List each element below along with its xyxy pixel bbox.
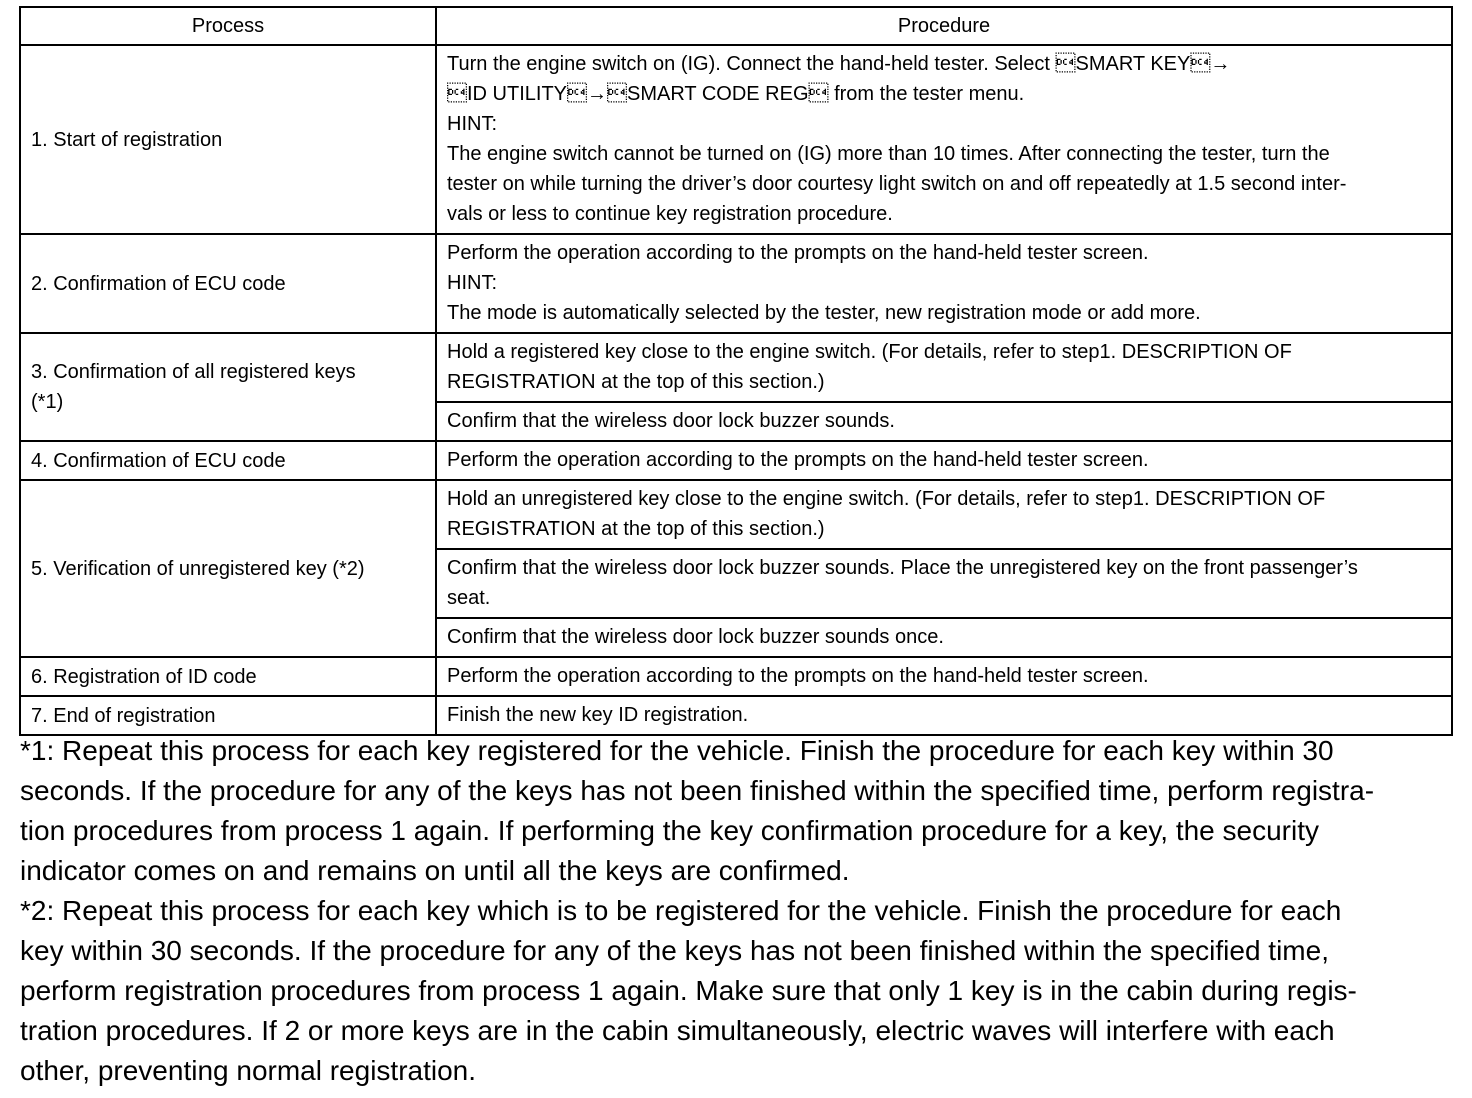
procedure-cell — [436, 696, 1452, 735]
procedure-line: Hold a registered key close to the engine switch. (For details, refer to step1. DESCRIPTION OF — [447, 341, 1292, 363]
procedure-line: Perform the operation according to the prompts on the hand-held tester screen. — [447, 242, 1149, 264]
table-row — [20, 657, 1452, 696]
registration-procedure-table — [19, 6, 1453, 736]
procedure-line: Confirm that the wireless door lock buzzer sounds. Place the unregistered key on the front passenger’s — [447, 557, 1358, 579]
process-cell: 5. Verification of unregistered key (*2) — [20, 480, 436, 657]
process-cell — [20, 333, 436, 441]
footnote-line: other, preventing normal registration. — [20, 1055, 477, 1086]
table-row — [20, 333, 1452, 402]
procedure-cell — [436, 45, 1452, 234]
footnote-1 — [20, 731, 1452, 891]
header-procedure: Procedure — [436, 7, 1452, 45]
footnote-line: seconds. If the procedure for any of the keys has not been finished within the specified time, perform registra- — [20, 775, 1375, 806]
procedure-line: ID UTILITY→SMART CODE REG from the tester menu. — [447, 83, 1025, 105]
footnote-line: perform registration procedures from process 1 again. Make sure that only 1 key is in the cabin during regis- — [20, 975, 1357, 1006]
procedure-line: vals or less to continue key registration procedure. — [447, 203, 893, 225]
table-row — [20, 234, 1452, 333]
footnote-line: tration procedures. If 2 or more keys are in the cabin simultaneously, electric waves will interfere with each — [20, 1015, 1335, 1046]
process-cell: 2. Confirmation of ECU code — [20, 234, 436, 333]
procedure-line: Perform the operation according to the prompts on the hand-held tester screen. — [447, 665, 1149, 687]
procedure-cell — [436, 234, 1452, 333]
table-row — [20, 441, 1452, 480]
procedure-line: HINT: — [447, 113, 497, 135]
procedure-cell — [436, 402, 1452, 441]
procedure-line: REGISTRATION at the top of this section.) — [447, 518, 825, 540]
procedure-cell — [436, 480, 1452, 549]
procedure-cell — [436, 441, 1452, 480]
procedure-cell — [436, 657, 1452, 696]
procedure-line: Finish the new key ID registration. — [447, 704, 749, 726]
procedure-cell — [436, 618, 1452, 657]
procedure-line: HINT: — [447, 272, 497, 294]
procedure-line: The engine switch cannot be turned on (IG) more than 10 times. After connecting the tester, turn the — [447, 143, 1330, 165]
footnote-line: *2: Repeat this process for each key which is to be registered for the vehicle. Finish the procedure for each — [20, 895, 1342, 926]
header-process: Process — [20, 7, 436, 45]
procedure-line: Hold an unregistered key close to the engine switch. (For details, refer to step1. DESCRIPTION OF — [447, 488, 1326, 510]
table-row — [20, 45, 1452, 234]
table-header-row — [20, 7, 1452, 45]
process-line: 3. Confirmation of all registered keys — [31, 361, 356, 383]
process-cell: 7. End of registration — [20, 696, 436, 735]
procedure-line: Turn the engine switch on (IG). Connect the hand-held tester. Select SMART KEY→ — [447, 53, 1231, 75]
procedure-line: Confirm that the wireless door lock buzzer sounds. — [447, 410, 895, 432]
process-cell: 1. Start of registration — [20, 45, 436, 234]
footnote-2 — [20, 891, 1452, 1091]
process-line: (*1) — [31, 391, 64, 413]
table-row — [20, 696, 1452, 735]
footnote-line: key within 30 seconds. If the procedure for any of the keys has not been finished within the specified time, — [20, 935, 1329, 966]
procedure-line: Perform the operation according to the prompts on the hand-held tester screen. — [447, 449, 1149, 471]
procedure-cell — [436, 333, 1452, 402]
table-row — [20, 480, 1452, 549]
procedure-line: The mode is automatically selected by the tester, new registration mode or add more. — [447, 302, 1201, 324]
procedure-cell — [436, 549, 1452, 618]
procedure-line: tester on while turning the driver’s door courtesy light switch on and off repeatedly at 1.5 second inter- — [447, 173, 1347, 195]
footnote-line: tion procedures from process 1 again. If performing the key confirmation procedure for a key, the security — [20, 815, 1319, 846]
procedure-line: REGISTRATION at the top of this section.) — [447, 371, 825, 393]
footnotes — [20, 731, 1452, 1091]
procedure-line: Confirm that the wireless door lock buzzer sounds once. — [447, 626, 944, 648]
footnote-line: indicator comes on and remains on until all the keys are confirmed. — [20, 855, 850, 886]
footnote-line: *1: Repeat this process for each key registered for the vehicle. Finish the procedure for each key within 30 — [20, 735, 1334, 766]
procedure-line: seat. — [447, 587, 491, 609]
process-cell: 4. Confirmation of ECU code — [20, 441, 436, 480]
process-cell: 6. Registration of ID code — [20, 657, 436, 696]
